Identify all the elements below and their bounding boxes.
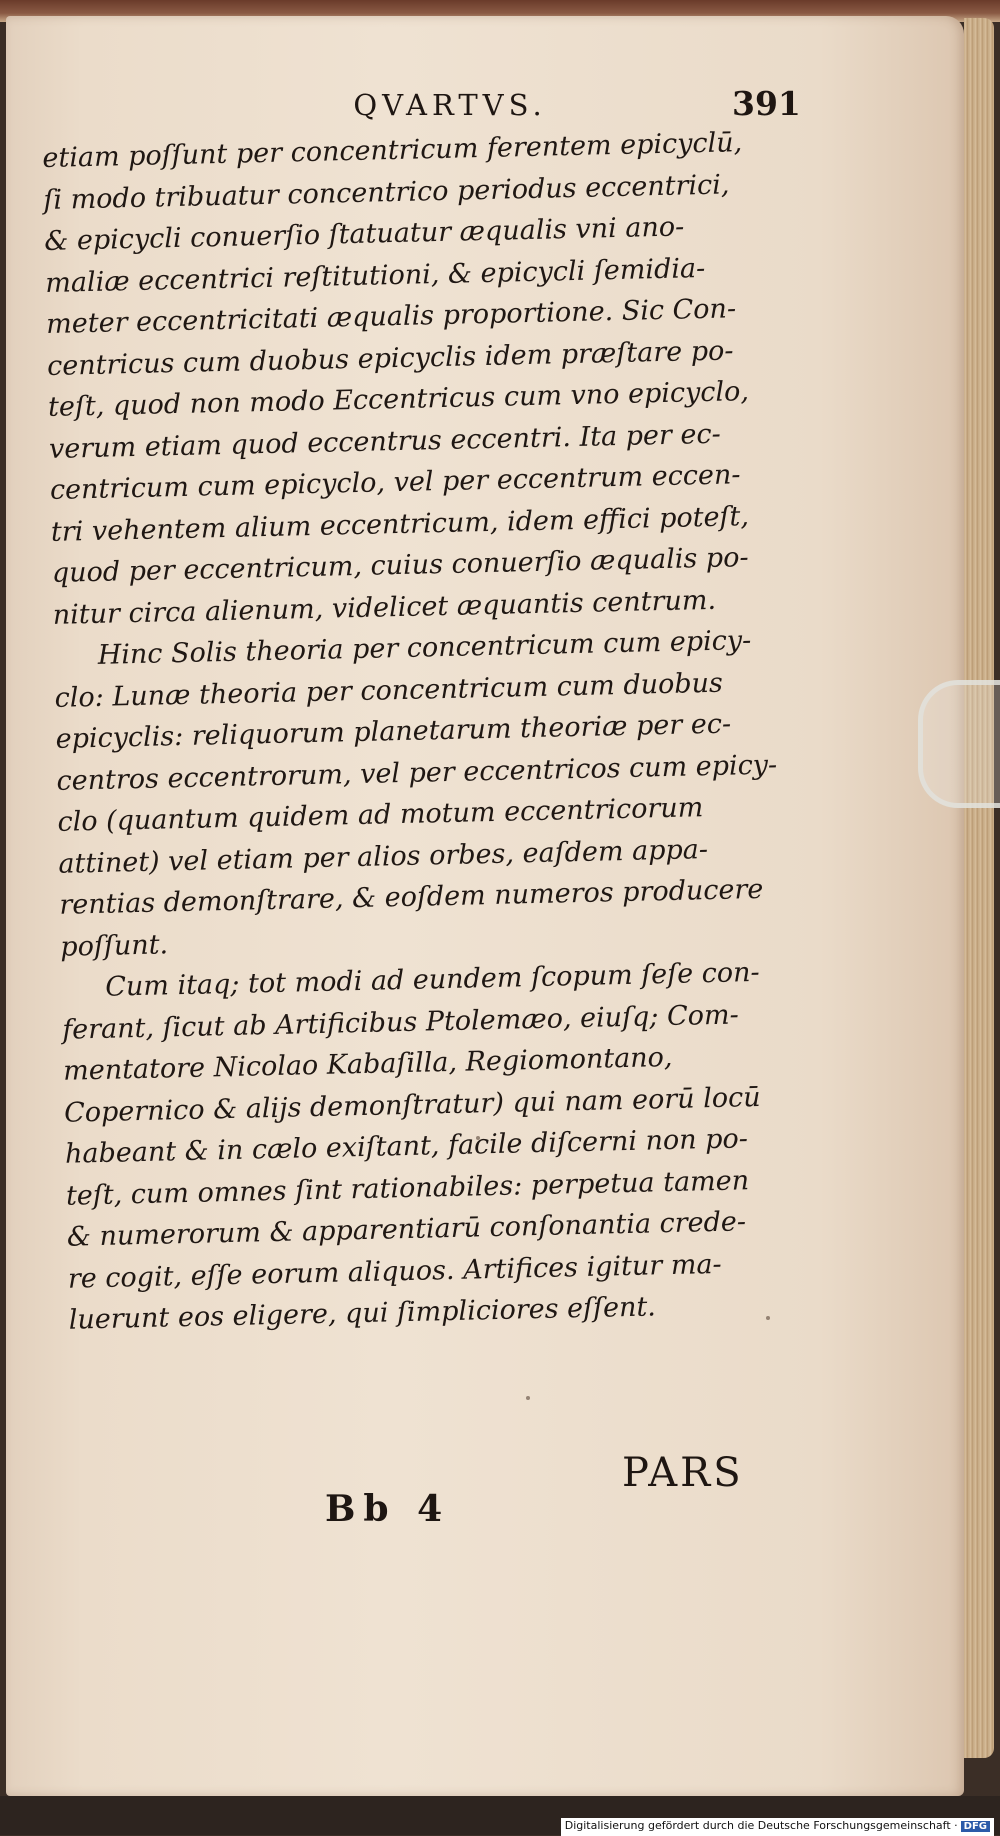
text-line: rentias demonſtrare, & eoſdem numeros producere [59, 873, 764, 921]
page-edges [964, 18, 994, 1758]
text-line: quod per eccentricum, cuius conuerſio æqualis po- [51, 542, 749, 589]
text-line: Cum itaq; tot modi ad eundem ſcopum ſeſe con- [104, 956, 760, 1003]
text-line: centricus cum duobus epicyclis idem præſtare po- [46, 334, 734, 382]
ink-speck [526, 1396, 530, 1400]
text-line: clo: Lunæ theoria per concentricum cum duobus [54, 667, 724, 714]
signature-mark: Bb 4 [325, 1488, 451, 1530]
text-line: centricum cum epicyclo, vel per eccentrum eccen- [49, 459, 741, 506]
text-line: meter eccentricitati æqualis proportione. Sic Con- [45, 293, 737, 340]
text-line: luerunt eos eligere, qui ſimpliciores eſſent. [68, 1291, 657, 1336]
text-line: verum etiam quod eccentrus eccentri. Ita per ec- [48, 418, 721, 465]
text-line: re cogit, eſſe eorum aliquos. Artifices igitur ma- [67, 1248, 722, 1295]
dfg-logo-badge: DFG [961, 1821, 990, 1832]
running-head: QVARTVS. [353, 88, 547, 122]
text-line: Hinc Solis theoria per concentricum cum epicy- [97, 625, 752, 671]
text-line: teſt, cum omnes ſint rationabiles: perpetua tamen [65, 1164, 750, 1212]
text-line: ſi modo tribuatur concentrico periodus eccentrici, [43, 168, 730, 216]
text-line: Copernico & alijs demonſtratur) qui nam eorū locū [63, 1081, 761, 1129]
text-line: nitur circa alienum, videlicet æquantis centrum. [52, 584, 717, 631]
text-line: mentatore Nicolao Kabaſilla, Regiomontano, [62, 1041, 673, 1087]
text-line: epicyclis: reliquorum planetarum theoriæ per ec- [55, 708, 732, 755]
text-line: tri vehentem alium eccentricum, idem effici poteſt, [50, 500, 750, 548]
text-line: maliæ eccentrici reſtitutioni, & epicycli ſemidia- [44, 252, 706, 299]
text-line: & numerorum & apparentiarū conſonantia crede- [66, 1206, 747, 1253]
text-line: & epicycli conuerſio ſtatuatur æqualis vni ano- [43, 211, 685, 257]
text-line: ferant, ſicut ab Artificibus Ptolemæo, eiuſq; Com- [61, 998, 739, 1046]
text-line: poſſunt. [60, 928, 169, 963]
text-line: teſt, quod non modo Eccentricus cum vno epicyclo, [47, 376, 750, 423]
text-line: centros eccentrorum, vel per eccentricos cum epicy- [56, 748, 778, 797]
text-line: clo (quantum quidem ad motum eccentricorum [57, 792, 704, 838]
text-line: attinet) vel etiam per alios orbes, eaſdem appa- [58, 833, 709, 880]
text-line: etiam poſſunt per concentricum ferentem epicyclū, [42, 127, 743, 174]
page-number: 391 [732, 84, 801, 123]
digitization-credit [561, 1818, 994, 1836]
credit-text: Digitalisierung gefördert durch die Deutsche Forschungsgemeinschaft · [564, 1819, 958, 1832]
text-line: habeant & in cælo exiſtant, facile diſcerni non po- [64, 1123, 749, 1170]
catchword: PARS [622, 1450, 744, 1496]
page-clip [918, 680, 1000, 808]
body-text [42, 121, 809, 1341]
